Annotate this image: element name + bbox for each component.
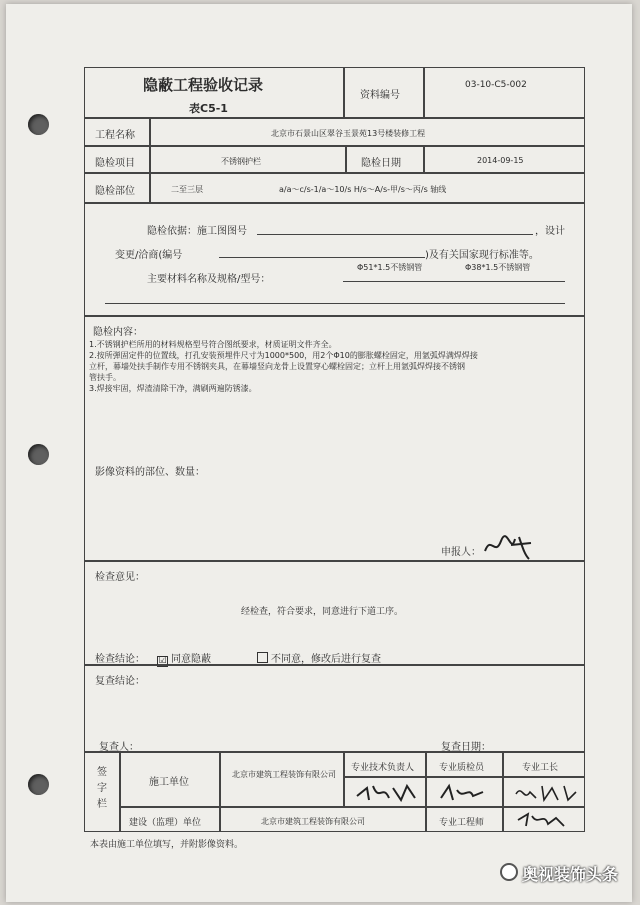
opinion-text: 经检查，符合要求，同意进行下道工序。 <box>241 607 404 617</box>
binder-hole <box>28 114 49 135</box>
footer-note: 本表由施工单位填写，并附影像资料。 <box>90 840 244 850</box>
content-line-1: 1.不锈钢护栏所用的材料规格型号符合图纸要求，材质证明文件齐全。 <box>89 340 337 349</box>
location-floor: 二至三层 <box>171 185 203 194</box>
conclusion-label: 检查结论： <box>95 654 145 665</box>
location-label-cell <box>84 173 150 203</box>
agree-checkbox[interactable]: ☑ <box>158 656 167 666</box>
doc-no-label: 资料编号 <box>360 90 400 101</box>
item-label-cell <box>84 146 150 173</box>
supervision-unit-cell <box>220 807 426 832</box>
binder-hole <box>28 774 49 795</box>
tech-lead-label: 专业技术负责人 <box>351 763 415 773</box>
engineer-label: 专业工程师 <box>439 818 485 828</box>
change-suffix: )及有关国家现行标准等。 <box>425 250 539 261</box>
opinion-label: 检查意见： <box>95 572 145 583</box>
inspection-block <box>84 561 585 665</box>
agree-label: 同意隐蔽 <box>171 654 211 665</box>
supervision-label: 建设（监理）单位 <box>129 818 202 828</box>
item-label: 隐检项目 <box>95 158 135 169</box>
engineer-sign-cell <box>503 807 585 832</box>
watermark: 奥视装饰头条 <box>522 865 619 884</box>
doc-no-cell <box>424 67 585 118</box>
change-no-line <box>219 257 425 258</box>
content-line-2: 2.按所弹固定件的位置线，打孔安装预埋件尺寸为1000*500，用2个Φ10的膨胀螺栓固定，用氩弧焊满焊焊接 <box>89 351 478 360</box>
project-name: 北京市石景山区翠谷玉景苑13号楼装修工程 <box>271 129 426 138</box>
location-cell <box>150 173 585 203</box>
quality-sign-cell <box>426 777 503 807</box>
foreman-sign-cell <box>503 777 585 807</box>
disagree-label: 不同意，修改后进行复查 <box>271 654 381 665</box>
construction-unit-label: 施工单位 <box>149 777 189 788</box>
project-name-cell <box>150 118 585 146</box>
content-line-4: 管扶手。 <box>89 373 121 382</box>
content-line-3: 立杆，幕墙处扶手制作专用不锈钢夹具，在幕墙竖向龙骨上设置穿心螺栓固定；立杆上用氩弧焊焊接不锈钢 <box>89 362 465 371</box>
material-line <box>343 281 565 282</box>
disagree-option[interactable] <box>257 650 381 665</box>
engineer-signature <box>516 810 572 830</box>
inspection-date: 2014-09-15 <box>477 156 524 165</box>
project-name-label: 工程名称 <box>95 130 135 141</box>
quality-signature <box>439 782 489 804</box>
construction-unit-cell <box>220 752 344 807</box>
recheck-date-label: 复查日期： <box>441 742 491 753</box>
content-label: 隐检内容： <box>93 327 143 338</box>
disagree-checkbox[interactable] <box>257 652 268 663</box>
supervision-label-cell <box>120 807 220 832</box>
material-1: Φ51*1.5不锈钢管 <box>357 263 423 272</box>
engineer-label-cell <box>426 807 503 832</box>
design-label: ，设计 <box>535 226 565 237</box>
foreman-label-cell <box>503 752 585 777</box>
recheck-person-label: 复查人： <box>99 742 139 753</box>
material-2: Φ38*1.5不锈钢管 <box>465 263 531 272</box>
binder-hole <box>28 444 49 465</box>
supervision-unit: 北京市建筑工程装饰有限公司 <box>261 817 365 826</box>
location-axes: a/a～c/s-1/a～10/s H/s～A/s-甲/s～丙/s 轴线 <box>279 185 447 194</box>
image-label: 影像资料的部位、数量： <box>95 467 205 478</box>
applicant-label: 申报人： <box>441 547 481 558</box>
material-label: 主要材料名称及规格/型号： <box>147 274 271 285</box>
doc-no: 03-10-C5-002 <box>465 80 527 90</box>
signature-side-label: 签字栏 <box>97 767 107 810</box>
form-title: 隐蔽工程验收记录 <box>143 76 264 94</box>
date-label-cell <box>346 146 424 173</box>
item-value: 不锈钢护栏 <box>221 157 261 166</box>
construction-unit-label-cell <box>120 752 220 807</box>
basis-label: 隐检依据：施工图图号 <box>147 226 247 237</box>
item-cell <box>150 146 346 173</box>
wechat-icon <box>500 863 518 881</box>
tech-lead-sign-cell <box>344 777 426 807</box>
tech-lead-label-cell <box>344 752 426 777</box>
foreman-label: 专业工长 <box>522 763 559 773</box>
change-label: 变更/洽商(编号 <box>115 250 183 261</box>
location-label: 隐检部位 <box>95 186 135 197</box>
recheck-block <box>84 665 585 752</box>
date-label: 隐检日期 <box>361 158 401 169</box>
construction-unit: 北京市建筑工程装饰有限公司 <box>232 770 336 779</box>
doc-no-label-cell <box>344 67 424 118</box>
date-cell <box>424 146 585 173</box>
recheck-conclusion-label: 复查结论： <box>95 676 145 687</box>
material-line-2 <box>105 303 565 304</box>
content-line-5: 3.焊接牢固，焊渣清除干净，满刷两遍防锈漆。 <box>89 384 257 393</box>
content-block <box>84 316 585 561</box>
quality-label-cell <box>426 752 503 777</box>
drawing-no-line <box>257 234 533 235</box>
title-cell <box>84 67 344 118</box>
quality-label: 专业质检员 <box>439 763 485 773</box>
project-name-label-cell <box>84 118 150 146</box>
signature-side-cell <box>84 752 120 832</box>
basis-block <box>84 203 585 316</box>
tech-lead-signature <box>355 782 419 804</box>
form-code: 表C5-1 <box>189 102 228 115</box>
foreman-signature <box>514 782 580 804</box>
